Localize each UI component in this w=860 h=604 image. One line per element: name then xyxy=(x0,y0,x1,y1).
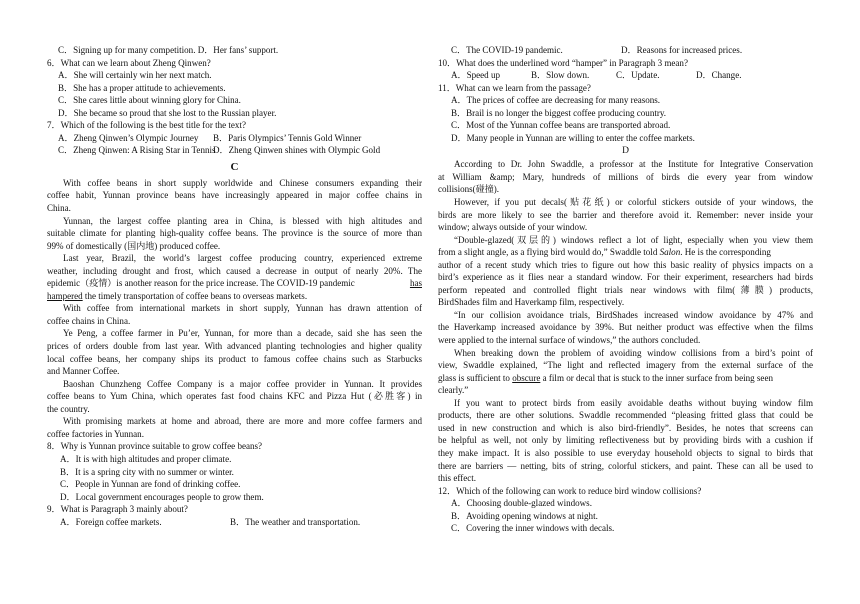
underlined-word-hampered: hampered xyxy=(47,290,83,301)
text-line: With promising markets at home and abroad, there are more and more coffee farmers and xyxy=(63,416,422,427)
text-segment: a film or decal that is stuck to the inner surface from being seen xyxy=(540,372,773,383)
text-line: birds are more likely to see the barrier and therefore avoid it. Remember: never inside your xyxy=(438,209,813,220)
passage-d-paragraph-3 xyxy=(438,234,813,309)
question-9: 9．What is Paragraph 3 mainly about? xyxy=(47,504,188,515)
text-line: view, Swaddle explained, “The light and reflected imagery from the external surface of the xyxy=(438,360,813,371)
q9-options-ab xyxy=(47,516,422,529)
text-segment: from a slight angle, as a flying bird would do,” Swaddle told xyxy=(438,247,660,258)
section-c-heading: C xyxy=(230,160,239,173)
q7-option-d: D．Zheng Qinwen shines with Olympic Gold xyxy=(213,145,381,156)
passage-d-paragraph-4 xyxy=(438,309,813,347)
text-line: clearly.” xyxy=(438,385,469,396)
text-line: However, if you put decals(贴花纸) or colorful stickers outside of your windows, the xyxy=(454,197,813,208)
q8-option-c: C．People in Yunnan are fond of drinking coffee. xyxy=(60,479,241,490)
text-line: coffee habit, Yunnan province beans have increasingly appeared in major coffee chains in xyxy=(47,190,422,201)
q10-options xyxy=(438,69,813,82)
italic-word-salon: Salon xyxy=(659,247,681,258)
text-line: BirdShades film and Haverkamp film, respectively. xyxy=(438,297,625,308)
q7-options-cd xyxy=(47,144,422,157)
text-line: they make impact. It is also possible to use everyday household objects to signal to birds that xyxy=(438,447,813,458)
text-line: Baoshan Chunzheng Coffee Company is a major coffee provider in Yunnan. It provides xyxy=(63,378,422,389)
passage-c-paragraph-5 xyxy=(47,327,422,377)
q11-option-c: C．Most of the Yunnan coffee beans are transported abroad. xyxy=(451,120,671,131)
text-line: suitable climate for planting high-quality coffee beans. The province is the source of more than xyxy=(47,228,422,239)
section-d-heading: D xyxy=(622,146,629,157)
text-line: “Double-glazed(双层的) windows reflect a lot of light, especially when you view them xyxy=(454,234,813,245)
passage-c-paragraph-2 xyxy=(47,215,422,253)
q7-option-c: C．Zheng Qinwen: A Rising Star in Tennis xyxy=(58,145,216,156)
passage-d-paragraph-6 xyxy=(438,397,813,485)
text-line: With coffee beans in short supply worldwide and Chinese consumers expanding their xyxy=(63,177,422,188)
q8-option-d: D．Local government encourages people to grow them. xyxy=(60,491,264,502)
text-line: were applied to the internal surface of windows,” the authors concluded. xyxy=(438,335,701,346)
text-line: there are barriers — netting, bits of string, colorful stickers, and paint. These can all be used to xyxy=(438,460,813,471)
text-line: used in new construction and which is also bird-friendly”. Besides, he notes that screens can xyxy=(438,422,813,433)
text-segment: the timely transportation of coffee beans to overseas markets. xyxy=(82,290,308,301)
q6-option-a: A．She will certainly win her next match. xyxy=(58,70,212,81)
text-line xyxy=(47,277,422,290)
q11-option-d: D．Many people in Yunnan are willing to enter the coffee markets. xyxy=(451,132,695,143)
text-line: prices of orders double from last year. With advanced planting technologies and higher quality xyxy=(47,341,422,352)
text-line: “In our collision avoidance trials, BirdShades increased window avoidance by 47% and xyxy=(454,309,813,320)
text-line: coffee beans to Yum China, which operates fast food chains KFC and Pizza Hut (必胜客) in xyxy=(47,391,422,402)
text-line: this effect. xyxy=(438,473,477,484)
q9-option-c: C．The COVID-19 pandemic. xyxy=(451,45,563,55)
text-line: author of a recent study which tries to figure out how this basic reality of physics impacts on a xyxy=(438,259,813,270)
text-line: coffee factories in Yunnan. xyxy=(47,428,144,439)
text-line: weather, including drought and frost, which caused a decrease in output of nearly 20%. The xyxy=(47,265,422,276)
text-line: at William &amp; Mary, hundreds of millions of birds die every year from window xyxy=(438,171,813,182)
passage-d-paragraph-2 xyxy=(438,196,813,234)
text-line: Yunnan, the largest coffee planting area in China, is blessed with high altitudes and xyxy=(63,215,422,226)
q10-option-b: B．Slow down. xyxy=(531,70,590,81)
underlined-word: has xyxy=(409,278,422,289)
q10-option-a: A．Speed up xyxy=(451,70,500,81)
passage-d-paragraph-1 xyxy=(438,158,813,196)
q5-option-cd: C．Signing up for many competition. D．Her fans’ support. xyxy=(58,45,279,55)
text-line: coffee chains in China. xyxy=(47,315,131,326)
text-line: Last year, Brazil, the world’s largest coffee producing country, experienced extreme xyxy=(63,253,422,264)
q9-option-a: A．Foreign coffee markets. xyxy=(60,516,162,527)
text-line: the Haverkamp increased avoidance by 39%. But neither product was effective when the films xyxy=(438,322,813,333)
passage-c-paragraph-4 xyxy=(47,302,422,327)
text-segment: . He is the corresponding xyxy=(680,247,771,258)
question-12: 12．Which of the following can work to reduce bird window collisions? xyxy=(438,485,702,496)
text-line: local coffee beans, her company ships its product to famous coffee chains such as Starbucks xyxy=(47,353,422,364)
underlined-word-obscure: obscure xyxy=(512,372,541,383)
left-column xyxy=(47,44,422,528)
q7-options-ab xyxy=(47,132,422,145)
q7-option-b: B．Paris Olympics’ Tennis Gold Winner xyxy=(213,132,362,143)
question-11: 11．What can we learn from the passage? xyxy=(438,82,591,93)
text-line xyxy=(438,372,813,385)
question-6: 6．What can we learn about Zheng Qinwen? xyxy=(47,57,211,68)
text-line: be helpful as well, not only by limiting reflectiveness but by providing birds with a cushion if xyxy=(438,435,813,446)
text-segment: glass is sufficient to xyxy=(438,372,513,383)
text-line xyxy=(47,290,422,303)
q10-option-c: C．Update. xyxy=(616,70,660,81)
q12-option-b: B．Avoiding opening windows at night. xyxy=(451,510,598,521)
passage-d-paragraph-5 xyxy=(438,347,813,397)
text-line: perform repeated and controlled flight trials near windows with film(薄膜) products, xyxy=(438,284,813,295)
q6-option-b: B．She has a proper attitude to achievements. xyxy=(58,82,226,93)
passage-c-paragraph-3 xyxy=(47,252,422,302)
question-10: 10．What does the underlined word “hamper” in Paragraph 3 mean? xyxy=(438,57,688,68)
passage-c-paragraph-6 xyxy=(47,378,422,416)
text-line: With coffee from international markets in short supply, Yunnan has drawn attention of xyxy=(63,303,422,314)
question-8: 8．Why is Yunnan province suitable to grow coffee beans? xyxy=(47,441,263,452)
q10-option-d: D．Change. xyxy=(696,70,742,81)
q6-option-c: C．She cares little about winning glory for China. xyxy=(58,95,241,106)
q11-option-b: B．Brail is no longer the biggest coffee producing country. xyxy=(451,107,667,118)
q12-option-a: A．Choosing double-glazed windows. xyxy=(451,498,592,509)
text-line: China. xyxy=(47,203,71,214)
q6-option-d: D．She became so proud that she lost to the Russian player. xyxy=(58,107,277,118)
right-column xyxy=(438,44,813,535)
q8-option-b: B．It is a spring city with no summer or winter. xyxy=(60,466,234,477)
q9-option-b: B．The weather and transportation. xyxy=(230,516,361,527)
text-line: and Manner Coffee. xyxy=(47,366,120,377)
q11-option-a: A．The prices of coffee are decreasing for many reasons. xyxy=(451,95,661,106)
text-segment: epidemic（疫情）is another reason for the price increase. The COVID-19 pandemic xyxy=(47,278,355,289)
text-line: 99% of domestically (国内地) produced coffee. xyxy=(47,240,221,251)
q9-option-d: D．Reasons for increased prices. xyxy=(621,45,743,55)
text-line: collisions(碰撞). xyxy=(438,184,500,195)
text-line: Ye Peng, a coffee farmer in Pu’er, Yunnan, for more than a decade, said she has seen the xyxy=(63,328,422,339)
q9-options-cd xyxy=(438,44,813,57)
text-line: bird’s experience as it flies near a standard window. For their experiment, researchers had birds xyxy=(438,272,813,283)
text-line xyxy=(438,246,813,259)
question-7: 7．Which of the following is the best title for the text? xyxy=(47,120,246,131)
passage-c-paragraph-7 xyxy=(47,415,422,440)
text-line: According to Dr. John Swaddle, a professor at the Institute for Integrative Conservation xyxy=(454,159,813,170)
q8-option-a: A．It is with high altitudes and proper climate. xyxy=(60,453,232,464)
text-line: window; always outside of your window. xyxy=(438,222,588,233)
text-line: the country. xyxy=(47,403,90,414)
q7-option-a: A．Zheng Qinwen’s Olympic Journey xyxy=(58,132,199,143)
q12-option-c: C．Covering the inner windows with decals. xyxy=(451,523,615,534)
text-line: products, there are other solutions. Swaddle recommended “pleasing fritted glass that could be xyxy=(438,410,813,421)
text-line: If you want to protect birds from easily avoidable deaths without buying window film xyxy=(454,397,813,408)
text-line: When breaking down the problem of avoiding window collisions from a bird’s point of xyxy=(454,347,813,358)
passage-c-paragraph-1 xyxy=(47,177,422,215)
